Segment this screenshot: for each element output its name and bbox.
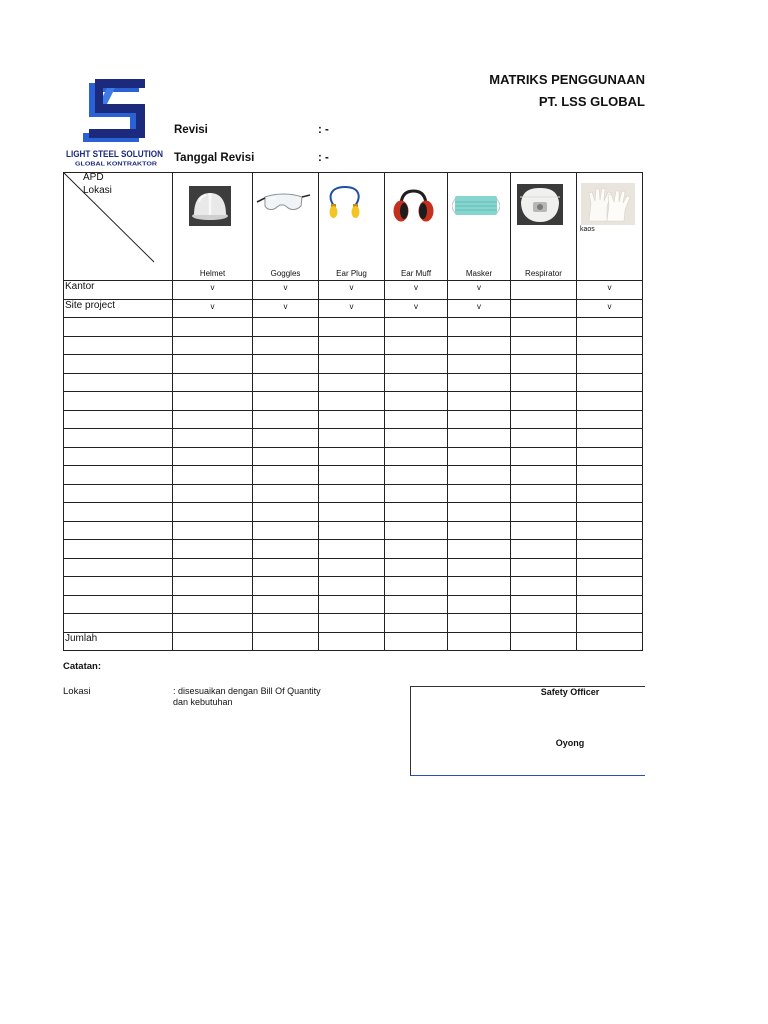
usage-cell (448, 355, 511, 374)
usage-cell (577, 577, 643, 596)
usage-cell (173, 485, 253, 504)
usage-cell (385, 355, 448, 374)
usage-cell (253, 577, 319, 596)
corner-apd-label: APD (83, 173, 104, 183)
row-label (64, 448, 173, 467)
lokasi-note-label: Lokasi (63, 686, 91, 697)
usage-cell (253, 318, 319, 337)
column-side-label: kaos (580, 226, 595, 233)
logo-tagline: GLOBAL KONTRAKTOR (75, 161, 158, 168)
usage-cell (448, 337, 511, 356)
usage-cell (319, 614, 385, 633)
usage-cell (253, 429, 319, 448)
usage-cell (511, 318, 577, 337)
row-label (64, 374, 173, 393)
company-logo (63, 76, 167, 171)
usage-cell (253, 355, 319, 374)
apd-matrix-table (63, 172, 643, 651)
usage-cell (253, 559, 319, 578)
column-header-goggles (253, 173, 319, 281)
usage-cell (577, 466, 643, 485)
usage-cell: v (173, 281, 253, 300)
usage-cell (385, 522, 448, 541)
usage-cell (385, 448, 448, 467)
usage-cell (385, 596, 448, 615)
usage-cell: v (448, 281, 511, 300)
signature-role: Safety Officer (540, 687, 600, 697)
usage-cell (319, 318, 385, 337)
column-header-respirator (511, 173, 577, 281)
column-label: Goggles (270, 269, 301, 278)
usage-cell (511, 503, 577, 522)
usage-cell (577, 411, 643, 430)
usage-cell (173, 392, 253, 411)
usage-cell (511, 466, 577, 485)
usage-cell (511, 633, 577, 652)
usage-cell (253, 522, 319, 541)
usage-cell (253, 392, 319, 411)
usage-cell (385, 392, 448, 411)
usage-cell (385, 540, 448, 559)
usage-cell (173, 411, 253, 430)
company-name: PT. LSS GLOBAL (538, 94, 645, 109)
usage-cell (448, 577, 511, 596)
row-label: Kantor (64, 281, 173, 300)
usage-cell (173, 522, 253, 541)
usage-cell (511, 392, 577, 411)
usage-cell (448, 429, 511, 448)
usage-cell (319, 466, 385, 485)
row-label (64, 466, 173, 485)
usage-cell (511, 614, 577, 633)
usage-cell (577, 448, 643, 467)
usage-cell (511, 411, 577, 430)
usage-cell (577, 633, 643, 652)
usage-cell: v (577, 281, 643, 300)
usage-cell: v (173, 300, 253, 319)
usage-cell (511, 540, 577, 559)
usage-cell (319, 596, 385, 615)
row-label (64, 355, 173, 374)
usage-cell: v (577, 300, 643, 319)
usage-cell (319, 503, 385, 522)
row-label (64, 577, 173, 596)
usage-cell (448, 466, 511, 485)
usage-cell (253, 540, 319, 559)
usage-cell (385, 411, 448, 430)
usage-cell (448, 392, 511, 411)
revisi-value: : - (318, 124, 329, 136)
usage-cell (319, 633, 385, 652)
respirator-image (517, 184, 563, 225)
usage-cell (173, 448, 253, 467)
usage-cell (319, 485, 385, 504)
column-label: Respirator (525, 269, 562, 278)
usage-cell (253, 503, 319, 522)
row-label (64, 540, 173, 559)
usage-cell (577, 522, 643, 541)
usage-cell (577, 614, 643, 633)
usage-cell (577, 596, 643, 615)
usage-cell (577, 337, 643, 356)
usage-cell (173, 337, 253, 356)
row-label (64, 392, 173, 411)
signature-box (410, 686, 645, 776)
row-label: Jumlah (64, 633, 173, 652)
usage-cell (173, 559, 253, 578)
column-label: Ear Plug (336, 269, 367, 278)
usage-cell (253, 633, 319, 652)
usage-cell (448, 522, 511, 541)
usage-cell (319, 355, 385, 374)
column-header-helmet (173, 173, 253, 281)
catatan-label: Catatan: (63, 661, 102, 672)
usage-cell (577, 355, 643, 374)
usage-cell (511, 577, 577, 596)
usage-cell (448, 485, 511, 504)
corner-lokasi-label: Lokasi (83, 185, 112, 196)
usage-cell (577, 485, 643, 504)
usage-cell (173, 429, 253, 448)
usage-cell (253, 485, 319, 504)
usage-cell (511, 300, 577, 319)
usage-cell (577, 429, 643, 448)
helmet-image (189, 186, 231, 226)
usage-cell (577, 540, 643, 559)
document-title: MATRIKS PENGGUNAAN (489, 72, 645, 87)
usage-cell (448, 503, 511, 522)
usage-cell (385, 614, 448, 633)
row-label (64, 503, 173, 522)
usage-cell (319, 411, 385, 430)
usage-cell (385, 337, 448, 356)
usage-cell (385, 485, 448, 504)
usage-cell (385, 559, 448, 578)
usage-cell (385, 577, 448, 596)
usage-cell (173, 466, 253, 485)
usage-cell (319, 559, 385, 578)
tanggal-revisi-value: : - (318, 152, 329, 164)
ear-muff-image (392, 189, 435, 223)
usage-cell (577, 392, 643, 411)
usage-cell (511, 429, 577, 448)
usage-cell (448, 633, 511, 652)
usage-cell (319, 522, 385, 541)
column-header-masker (448, 173, 511, 281)
usage-cell (511, 559, 577, 578)
column-header-ear-plug (319, 173, 385, 281)
usage-cell (385, 503, 448, 522)
usage-cell (448, 318, 511, 337)
row-label (64, 429, 173, 448)
usage-cell (511, 448, 577, 467)
row-label (64, 596, 173, 615)
usage-cell (253, 337, 319, 356)
masker-image (452, 193, 500, 218)
usage-cell (319, 337, 385, 356)
logo-name: LIGHT STEEL SOLUTION (66, 149, 163, 159)
usage-cell (253, 374, 319, 393)
row-label (64, 318, 173, 337)
usage-cell (577, 318, 643, 337)
usage-cell (448, 411, 511, 430)
tanggal-revisi-label: Tanggal Revisi (174, 152, 255, 164)
corner-header-cell (64, 173, 173, 281)
lokasi-note-line1: : disesuaikan dengan Bill Of Quantity (173, 686, 321, 696)
usage-cell (511, 485, 577, 504)
diagonal-divider (64, 173, 173, 280)
usage-cell (173, 318, 253, 337)
usage-cell (448, 374, 511, 393)
usage-cell (253, 614, 319, 633)
usage-cell (385, 633, 448, 652)
usage-cell (448, 559, 511, 578)
usage-cell (511, 337, 577, 356)
column-label: Helmet (199, 269, 226, 278)
row-label (64, 614, 173, 633)
row-label (64, 522, 173, 541)
usage-cell (385, 429, 448, 448)
usage-cell (173, 577, 253, 596)
usage-cell (448, 614, 511, 633)
usage-cell (319, 577, 385, 596)
column-label: Ear Muff (400, 269, 432, 278)
usage-cell (448, 540, 511, 559)
usage-cell (577, 503, 643, 522)
usage-cell (253, 448, 319, 467)
usage-cell (173, 355, 253, 374)
usage-cell (319, 374, 385, 393)
column-header-ear-muff (385, 173, 448, 281)
usage-cell (319, 540, 385, 559)
usage-cell (511, 355, 577, 374)
signature-name: Oyong (555, 738, 585, 748)
usage-cell: v (448, 300, 511, 319)
row-label (64, 337, 173, 356)
usage-cell (173, 596, 253, 615)
usage-cell: v (385, 300, 448, 319)
usage-cell (577, 559, 643, 578)
gloves-image (581, 183, 635, 225)
revisi-label: Revisi (174, 124, 208, 136)
usage-cell (511, 596, 577, 615)
usage-cell (319, 448, 385, 467)
usage-cell (253, 466, 319, 485)
usage-cell: v (319, 300, 385, 319)
usage-cell: v (319, 281, 385, 300)
column-label: Masker (465, 269, 493, 278)
row-label (64, 485, 173, 504)
usage-cell: v (253, 300, 319, 319)
usage-cell (173, 540, 253, 559)
usage-cell (319, 392, 385, 411)
usage-cell (173, 374, 253, 393)
usage-cell (385, 466, 448, 485)
usage-cell (385, 318, 448, 337)
usage-cell (173, 503, 253, 522)
usage-cell (253, 411, 319, 430)
goggles-image (256, 187, 311, 217)
usage-cell (448, 448, 511, 467)
ear-plug-image (322, 184, 368, 220)
usage-cell (511, 281, 577, 300)
usage-cell (173, 633, 253, 652)
row-label (64, 411, 173, 430)
row-label (64, 559, 173, 578)
usage-cell (448, 596, 511, 615)
usage-cell (511, 522, 577, 541)
usage-cell (253, 596, 319, 615)
usage-cell: v (385, 281, 448, 300)
usage-cell (385, 374, 448, 393)
usage-cell (319, 429, 385, 448)
usage-cell (173, 614, 253, 633)
lokasi-note-line2: dan kebutuhan (173, 697, 233, 707)
usage-cell (511, 374, 577, 393)
usage-cell: v (253, 281, 319, 300)
column-header-gloves (577, 173, 643, 281)
row-label: Site project (64, 300, 173, 319)
usage-cell (577, 374, 643, 393)
